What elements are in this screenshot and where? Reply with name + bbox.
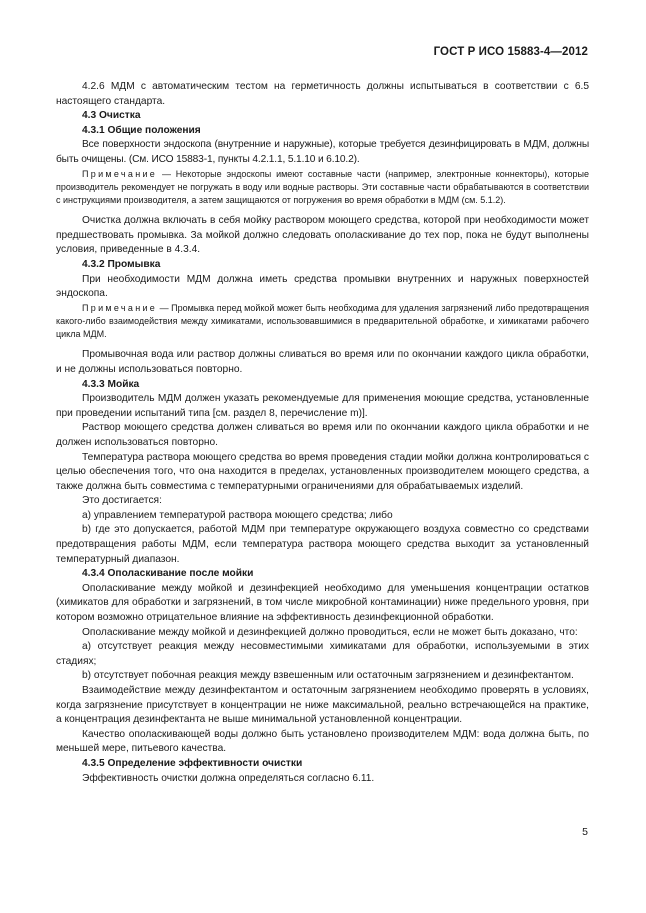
clause-4-3-3-paragraph: Температура раствора моющего средства во время проведения стадии мойки должна контролироваться с целью обеспечения того, что она находится в пределах, установленных производителем моющего средства, а также должна быть совместима с температурными ограничениями для обрабатываемых изделий. [56, 451, 589, 492]
clause-4-3-4-paragraph: Взаимодействие между дезинфектантом и остаточным загрязнением необходимо проверять в условиях, когда загрязнение присутствует в концентрации не ниже максимальной, реально встречающейся на практике, а концентрация дезинфектанта не выше минимальной установленной концентрации. [56, 685, 589, 726]
note-label: Примечание [82, 302, 158, 313]
clause-4-3-1-paragraph: Очистка должна включать в себя мойку раствором моющего средства, которой при необходимости может предшествовать промывка. За мойкой должно следовать ополаскивание до тех пор, пока не будут выполнены условия, приведенные в 4.3.4. [56, 215, 589, 256]
note-text: — Промывка перед мойкой может быть необходима для удаления загрязнений либо предотвращения какого-либо взаимодействия между химикатами, использовавшимися в предварительной обработке, и химикатами рабочего цикла МДМ. [56, 302, 589, 340]
clause-4-2-6: 4.2.6 МДМ с автоматическим тестом на герметичность должны испытываться в соответствии с 6.5 настоящего стандарта. [56, 81, 589, 107]
document-header: ГОСТ Р ИСО 15883-4—2012 [433, 46, 588, 58]
subsection-heading-4-3-2: 4.3.2 Промывка [82, 258, 161, 270]
subsection-heading-4-3-3: 4.3.3 Мойка [82, 378, 140, 390]
clause-4-3-3-paragraph: Это достигается: [82, 495, 162, 507]
clause-4-3-5-paragraph: Эффективность очистки должна определяться согласно 6.11. [82, 772, 375, 784]
subsection-heading-4-3-4: 4.3.4 Ополаскивание после мойки [82, 568, 254, 580]
list-item: b) где это допускается, работой МДМ при температуре окружающего воздуха совместно со средствами предотвращения работы МДМ, если температура раствора моющего средства выходит за установленный температурный диапазон. [56, 524, 589, 565]
clause-4-3-2-paragraph: Промывочная вода или раствор должны сливаться во время или по окончании каждого цикла обработки, и не должны использоваться повторно. [56, 349, 589, 375]
subsection-heading-4-3-5: 4.3.5 Определение эффективности очистки [82, 757, 303, 769]
clause-4-3-4-paragraph: Качество ополаскивающей воды должно быть установлено производителем МДМ: вода должна быть, по меньшей мере, питьевого качества. [56, 728, 589, 755]
list-item: а) управлением температурой раствора моющего средства; либо [82, 509, 393, 521]
subsection-heading-4-3-1: 4.3.1 Общие положения [82, 124, 201, 136]
clause-4-3-2-paragraph: При необходимости МДМ должна иметь средства промывки внутренних и наружных поверхностей эндоскопа. [56, 273, 589, 300]
clause-4-3-3-paragraph: Производитель МДМ должен указать рекомендуемые для применения моющие средства, установленные при проведении испытаний типа [см. раздел 8, перечисление m)]. [56, 393, 589, 419]
page-number: 5 [582, 826, 588, 838]
note-text: — Некоторые эндоскопы имеют составные части (например, электронные коннекторы), которые производитель рекомендует не погружать в воду или водные растворы. Эти составные части обрабатываются в соответствии с инструкциями производителя, а затем защищаются от погружения во время обработки в МДМ (см. 5.1.2). [56, 168, 589, 205]
note-label: Примечание [82, 168, 158, 179]
note-4-3-1 [56, 168, 589, 208]
document-body [56, 80, 589, 786]
clause-4-3-4-paragraph: Ополаскивание между мойкой и дезинфекцией необходимо для уменьшения концентрации остатков (химикатов для обработки и загрязнений, в том числе микробной контаминации) ниже предельного уровня, при котором возможно отрицательное влияние на эффективность дезинфекционной обработки. [56, 582, 589, 624]
section-heading-4-3: 4.3 Очистка [82, 110, 141, 122]
clause-4-3-4-paragraph: Ополаскивание между мойкой и дезинфекцией должно проводиться, если не может быть доказано, что: [82, 626, 578, 638]
list-item: b) отсутствует побочная реакция между взвешенным или остаточным загрязнением и дезинфектантом. [82, 670, 574, 682]
clause-4-3-1-paragraph: Все поверхности эндоскопа (внутренние и наружные), которые требуется дезинфицировать в МДМ, должны быть очищены. (См. ИСО 15883-1, пункты 4.2.1.1, 5.1.10 и 6.10.2). [56, 139, 589, 165]
list-item: а) отсутствует реакция между несовместимыми химикатами для обработки, используемыми в этих стадиях; [56, 641, 589, 667]
note-4-3-2 [56, 302, 589, 342]
clause-4-3-3-paragraph: Раствор моющего средства должен сливаться во время или по окончании каждого цикла обработки и не должен использоваться повторно. [56, 422, 589, 448]
